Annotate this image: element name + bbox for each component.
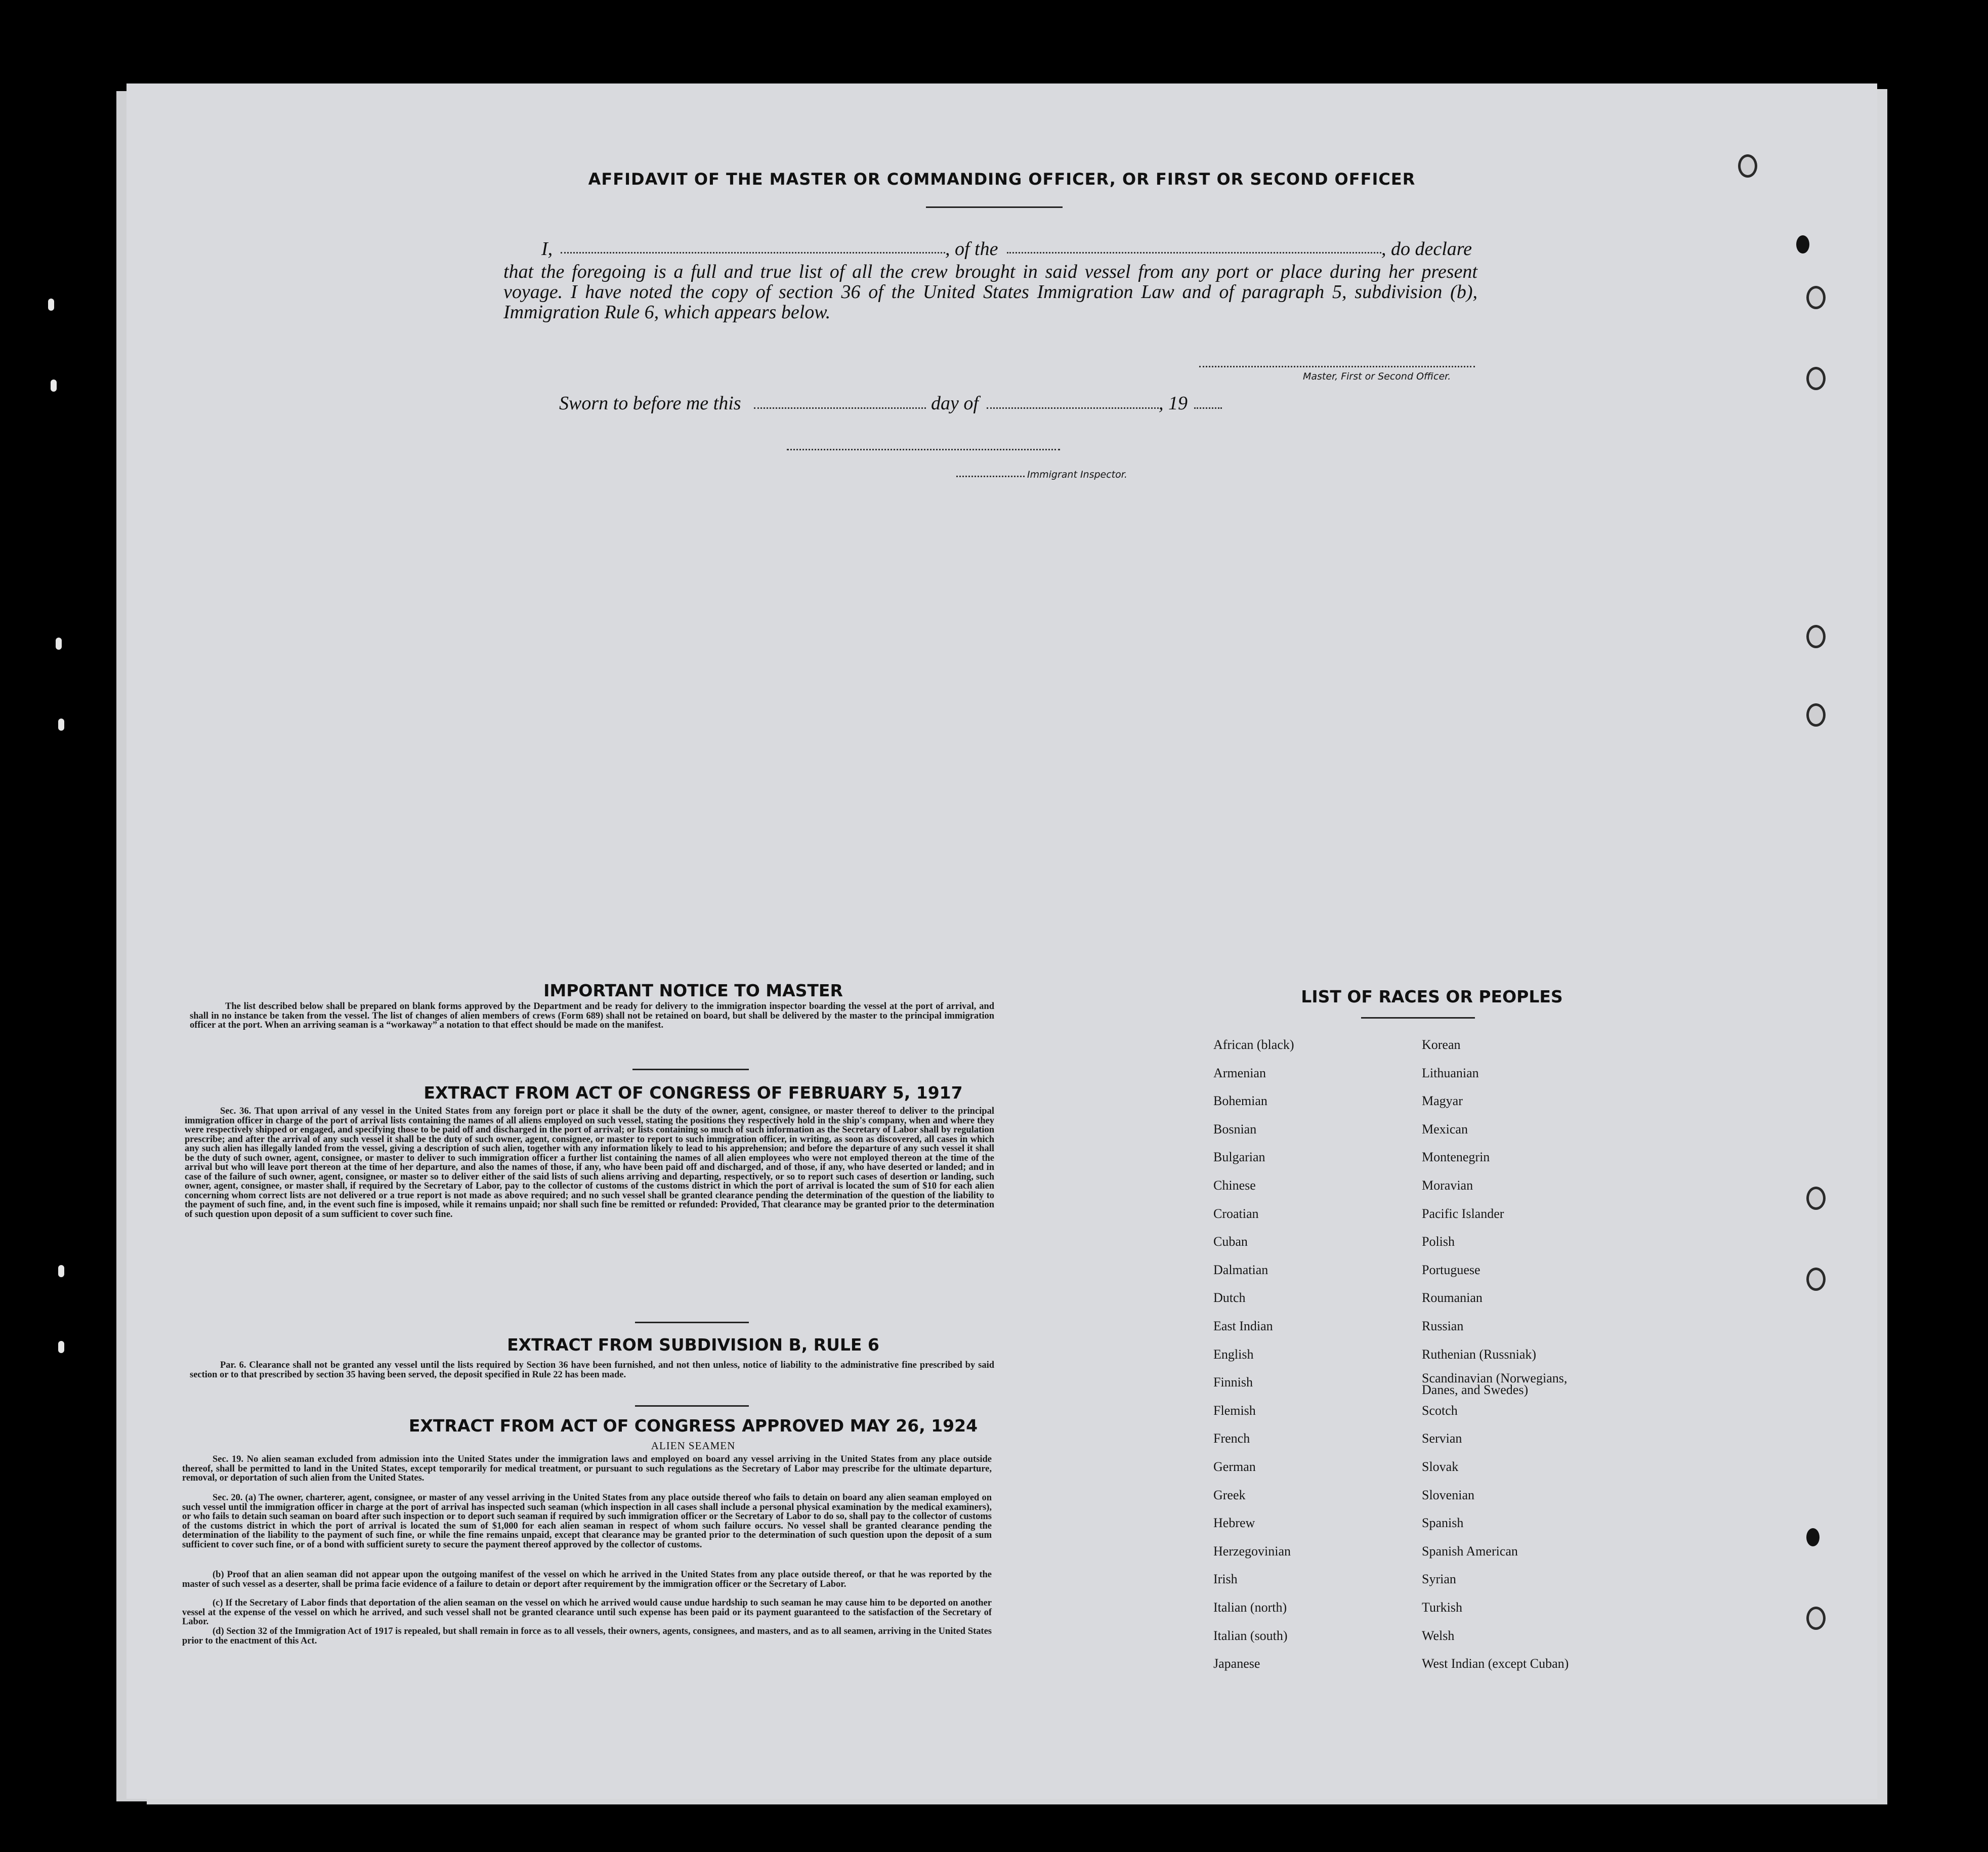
race-item: Slovak: [1422, 1459, 1459, 1474]
sec-20c-text: (c) If the Secretary of Labor finds that deportation of the alien seaman on the vessel on which he arrived would cause undue hardship to such seaman he may cause him to be deported on another vessel at the expense of the vessel on which he arrived, and such vessel shall not be granted clearance until such expense has been paid or its payment guaranteed to the satisfaction of the Secretary of Labor.: [182, 1598, 992, 1627]
race-item: Cuban: [1213, 1234, 1248, 1249]
race-item: Spanish American: [1422, 1543, 1518, 1559]
race-item: Dutch: [1213, 1290, 1246, 1306]
race-item: Herzegovinian: [1213, 1543, 1291, 1559]
master-signature-field[interactable]: [1199, 366, 1475, 367]
document-page: [126, 83, 1877, 1799]
inspector-label: Immigrant Inspector.: [1027, 469, 1127, 480]
inspector-signature-field[interactable]: [787, 449, 1060, 450]
race-item: Montenegrin: [1422, 1150, 1490, 1165]
sworn-year-field[interactable]: [1194, 407, 1222, 409]
affidavit-title: AFFIDAVIT OF THE MASTER OR COMMANDING OFFICER, OR FIRST OR SECOND OFFICER: [588, 170, 1416, 189]
race-item: Portuguese: [1422, 1262, 1481, 1277]
race-item: Korean: [1422, 1037, 1461, 1052]
race-item: Japanese: [1213, 1656, 1260, 1671]
race-item: East Indian: [1213, 1319, 1273, 1333]
race-item: Ruthenian (Russniak): [1422, 1346, 1537, 1362]
race-item: Chinese: [1213, 1178, 1256, 1193]
rule-6-title: EXTRACT FROM SUBDIVISION B, RULE 6: [507, 1335, 879, 1355]
of-the-label: , of the: [945, 238, 998, 260]
inspector-name-field[interactable]: [956, 476, 1025, 477]
race-item: Lithuanian: [1422, 1065, 1479, 1080]
race-item: Italian (north): [1213, 1600, 1287, 1615]
race-item: Mexican: [1422, 1121, 1468, 1137]
race-item: Moravian: [1422, 1178, 1473, 1193]
race-item: Turkish: [1422, 1600, 1462, 1615]
race-item: African (black): [1213, 1037, 1294, 1052]
race-item: English: [1213, 1346, 1254, 1362]
race-item: Servian: [1422, 1431, 1462, 1446]
film-hole: [56, 638, 62, 650]
divider: [635, 1405, 749, 1407]
race-item: Greek: [1213, 1487, 1246, 1502]
film-hole: [51, 380, 57, 392]
sec-20a-text: Sec. 20. (a) The owner, charterer, agent, consignee, or master of any vessel arriving in the United States from any place outside thereof who fails to detain on board any alien seaman employed on such vessel until the immigration officer in charge at the port of arrival has inspected such seaman (which inspection in all cases shall include a personal physical examination by the medical examiners), or who fails to detain such seaman on board after such inspection or to deport such seaman if required by such immigration officer or the Secretary of Labor to do so, shall pay to the collector of customs of the customs district in which the port of arrival is located the sum of $1,000 for each alien seaman in respect of whom such failure occurs. No vessel shall be granted clearance pending the determination of the liability to the payment of such fine, or while the fine remains unpaid, except that clearance may be granted prior to the determination of such question upon the deposit of a sum sufficient to cover such fine, or of a bond with sufficient surety to secure the payment thereof approved by the collector of customs.: [182, 1493, 992, 1550]
sworn-month-field[interactable]: [987, 407, 1159, 409]
race-item: Bohemian: [1213, 1093, 1267, 1109]
race-item: Slovenian: [1422, 1487, 1474, 1502]
race-item: Italian (south): [1213, 1628, 1288, 1643]
affidavit-line: voyage. I have noted the copy of section 36 of the United States Immigration Law and of paragraph 5, subdivision (b),: [503, 281, 1477, 303]
race-item: Dalmatian: [1213, 1262, 1268, 1277]
day-of-label: day of: [931, 393, 979, 414]
race-item: Polish: [1422, 1234, 1455, 1249]
film-hole: [58, 719, 64, 731]
master-signature-label: Master, First or Second Officer.: [1303, 371, 1451, 382]
race-item: Finnish: [1213, 1375, 1253, 1390]
race-item: Syrian: [1422, 1572, 1456, 1587]
race-item: Armenian: [1213, 1065, 1266, 1080]
sec-19-text: Sec. 19. No alien seaman excluded from admission into the United States under the immigration laws and employed on board any vessel arriving in the United States from any place outside thereof, shall be permitted to land in the United States, except temporarily for medical treatment, or pursuant to such regulations as the Secretary of Labor may prescribe for the ultimate departure, removal, or deportation of such alien from the United States.: [182, 1454, 992, 1483]
race-item: Danes, and Swedes): [1422, 1382, 1529, 1397]
race-item: Welsh: [1422, 1628, 1455, 1643]
punch-hole: [1806, 1528, 1820, 1546]
punch-hole: [1806, 625, 1826, 648]
punch-hole: [1806, 1607, 1826, 1630]
race-item: Irish: [1213, 1572, 1238, 1587]
race-item: Russian: [1422, 1319, 1464, 1333]
race-item: Magyar: [1422, 1093, 1463, 1109]
affidavit-line: Immigration Rule 6, which appears below.: [503, 302, 831, 323]
race-item: Croatian: [1213, 1206, 1259, 1221]
sworn-day-field[interactable]: [754, 407, 926, 409]
divider: [635, 1322, 749, 1323]
punch-hole: [1796, 235, 1809, 254]
vessel-name-field[interactable]: [1007, 252, 1381, 254]
punch-hole: [1806, 703, 1826, 727]
race-item: French: [1213, 1431, 1250, 1446]
sec-20d-text: (d) Section 32 of the Immigration Act of 1917 is repealed, but shall remain in force as to all vessels, their owners, agents, consignees, and masters, and as to all seamen, arriving in the United States prior to the enactment of this Act.: [182, 1626, 992, 1646]
race-item: German: [1213, 1459, 1256, 1474]
punch-hole: [1806, 1187, 1826, 1210]
film-hole: [58, 1265, 64, 1277]
film-hole: [48, 299, 54, 311]
race-item: Scandinavian (Norwegians,: [1422, 1371, 1568, 1386]
do-declare-label: , do declare: [1381, 238, 1472, 260]
notice-title: IMPORTANT NOTICE TO MASTER: [543, 981, 843, 1000]
race-item: Pacific Islander: [1422, 1206, 1504, 1221]
divider: [1361, 1017, 1475, 1019]
rule-6-text: Par. 6. Clearance shall not be granted any vessel until the lists required by Section 36 have been furnished, and not then unless, notice of liability to the administrative fine prescribed by said section or to that prescribed by section 35 having been served, the deposit specified in Rule 22 has been made.: [190, 1360, 994, 1380]
notice-text: The list described below shall be prepared on blank forms approved by the Department and be ready for delivery to the immigration inspector boarding the vessel at the port of arrival, and shall in no instance be taken from the vessel. The list of changes of alien members of crews (Form 689) shall not be retained on board, but shall be delivered by the master to the principal immigration officer at the port. When an arriving seaman is a “workaway” a notation to that effect should be made on the manifest.: [190, 1001, 994, 1030]
sec-20b-text: (b) Proof that an alien seaman did not appear upon the outgoing manifest of the vessel on which he arrived in the United States from any place outside thereof, or that he was reported by the master of such vessel as a deserter, shall be prima facie evidence of a failure to detain or deport after requirement by the immigration officer or the Secretary of Labor.: [182, 1570, 992, 1589]
punch-hole: [1806, 286, 1826, 309]
race-item: Spanish: [1422, 1516, 1464, 1531]
punch-hole: [1806, 1268, 1826, 1291]
alien-seamen-subtitle: ALIEN SEAMEN: [651, 1440, 736, 1452]
punch-hole: [1806, 367, 1826, 390]
race-item: Bosnian: [1213, 1121, 1257, 1137]
race-item: West Indian (except Cuban): [1422, 1656, 1569, 1671]
divider: [632, 1069, 749, 1070]
act-1917-text: Sec. 36. That upon arrival of any vessel in the United States from any foreign port or place it shall be the duty of the owner, agent, consignee, or master thereof to deliver to the principal immigration officer in charge of the port of arrival lists containing the names of all aliens employed on such vessel, stating the positions they respectively hold in the ship's company, when and where they were respectively shipped or engaged, and specifying those to be paid off and discharged in the port of arrival; or lists containing so much of such information as the Secretary of Labor shall by regulation prescribe; and after the arrival of any such vessel it shall be the duty of such owner, agent, consignee, or master to report to such immigration officer, in writing, as soon as discovered, all cases in which any such alien has illegally landed from the vessel, giving a description of such alien, together with any information likely to lead to his apprehension; and before the departure of any such vessel it shall be the duty of such owner, agent, consignee, or master to deliver to such immigration officer a further list containing the names of all alien employees who were not employed thereon at the time of the arrival but who will leave port thereon at the time of her departure, and also the names of those, if any, who have been paid off and discharged, and of those, if any, who have deserted or landed; and in case of the failure of such owner, agent, consignee, or master so to deliver either of the said lists of such aliens arriving and departing, respectively, or so to report such cases of desertion or landing, such owner, agent, consignee, or master shall, if required by the Secretary of Labor, pay to the collector of customs of the customs district in which the port of arrival is located the sum of $10 for each alien concerning whom correct lists are not delivered or a true report is not made as above required; and no such vessel shall be granted clearance pending the determination of the question of the liability to the payment of such fine, and, in the event such fine is imposed, while it remains unpaid; nor shall such fine be remitted or refunded: Provided, That clearance may be granted prior to the determination of such question upon deposit of a sum sufficient to cover such fine.: [185, 1106, 994, 1219]
race-item: Bulgarian: [1213, 1150, 1265, 1165]
divider: [926, 206, 1063, 208]
race-item: Scotch: [1422, 1403, 1458, 1418]
affidavit-i-label: I,: [541, 238, 553, 260]
race-item: Hebrew: [1213, 1516, 1255, 1531]
affidavit-line: that the foregoing is a full and true list of all the crew brought in said vessel from any port or place during her present: [503, 261, 1477, 282]
act-1917-title: EXTRACT FROM ACT OF CONGRESS OF FEBRUARY 5, 1917: [424, 1083, 963, 1103]
act-1924-title: EXTRACT FROM ACT OF CONGRESS APPROVED MAY 26, 1924: [408, 1416, 978, 1436]
year-label: , 19: [1159, 393, 1188, 414]
officer-name-field[interactable]: [561, 252, 945, 254]
race-item: Flemish: [1213, 1403, 1256, 1418]
race-item: Roumanian: [1422, 1290, 1483, 1306]
film-hole: [58, 1341, 64, 1353]
races-title: LIST OF RACES OR PEOPLES: [1301, 987, 1563, 1006]
sworn-label: Sworn to before me this: [559, 393, 741, 414]
